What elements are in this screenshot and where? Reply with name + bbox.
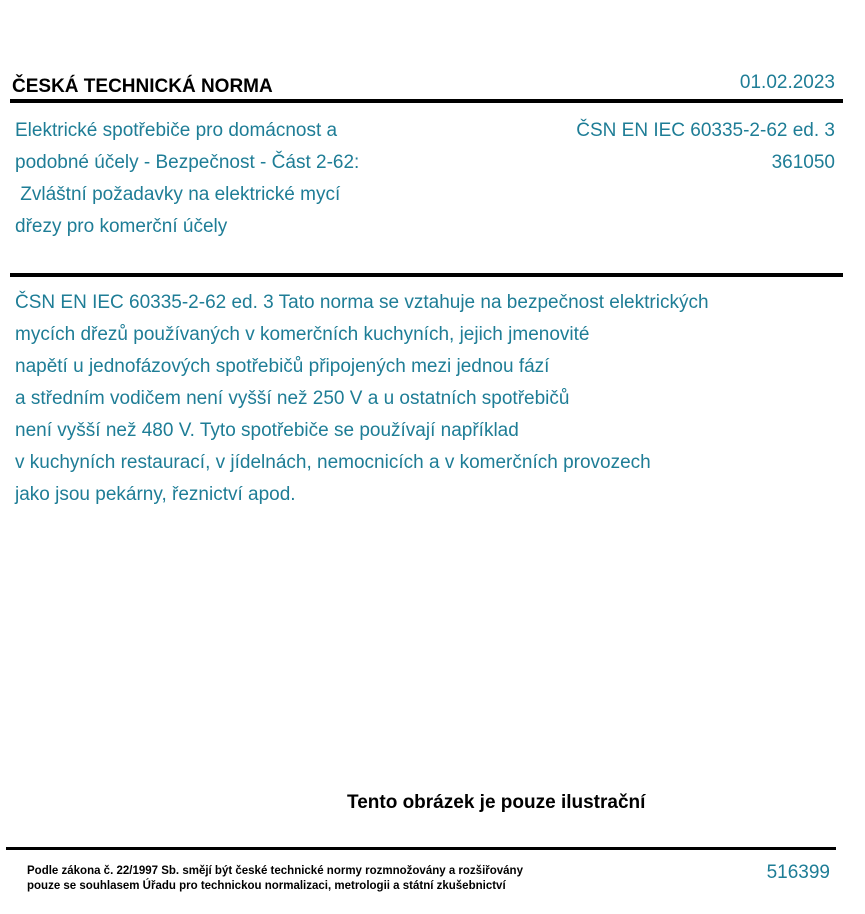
scope-line: v kuchyních restaurací, v jídelnách, nemocnicích a v komerčních provozech [15, 452, 651, 473]
classification-number: 361050 [771, 152, 835, 173]
scope-line: mycích dřezů používaných v komerčních kuchyních, jejich jmenovité [15, 324, 590, 345]
standard-title-line: dřezy pro komerční účely [15, 216, 228, 237]
scope-line: a středním vodičem není vyšší než 250 V a u ostatních spotřebičů [15, 388, 570, 409]
standard-title-line: Elektrické spotřebiče pro domácnost a [15, 120, 338, 141]
legal-notice-line: Podle zákona č. 22/1997 Sb. smějí být české technické normy rozmnožovány a rozšiřovány [27, 865, 523, 877]
publication-date: 01.02.2023 [739, 72, 835, 93]
standard-title-line: podobné účely - Bezpečnost - Část 2-62: [15, 152, 360, 173]
illustration-note: Tento obrázek je pouze ilustrační [347, 792, 646, 813]
standard-title-line: Zvláštní požadavky na elektrické mycí [15, 184, 341, 205]
standard-identifier [576, 115, 835, 179]
scope-line: ČSN EN IEC 60335-2-62 ed. 3 Tato norma se vztahuje na bezpečnost elektrických [15, 292, 709, 313]
document-type-title: ČESKÁ TECHNICKÁ NORMA [12, 76, 273, 97]
standard-code: ČSN EN IEC 60335-2-62 ed. 3 [576, 120, 835, 141]
footer-divider [6, 847, 836, 850]
scope-line: není vyšší než 480 V. Tyto spotřebiče se používají například [15, 420, 519, 441]
standard-title [15, 115, 435, 243]
title-divider [10, 273, 843, 277]
header-divider [10, 99, 843, 103]
scope-description [15, 287, 845, 511]
scope-line: jako jsou pekárny, řeznictví apod. [15, 484, 296, 505]
legal-notice-line: pouze se souhlasem Úřadu pro technickou normalizaci, metrologii a státní zkušebnictví [27, 880, 506, 892]
document-number: 516399 [766, 862, 830, 883]
legal-notice [27, 864, 523, 894]
scope-line: napětí u jednofázových spotřebičů připojených mezi jednou fází [15, 356, 550, 377]
